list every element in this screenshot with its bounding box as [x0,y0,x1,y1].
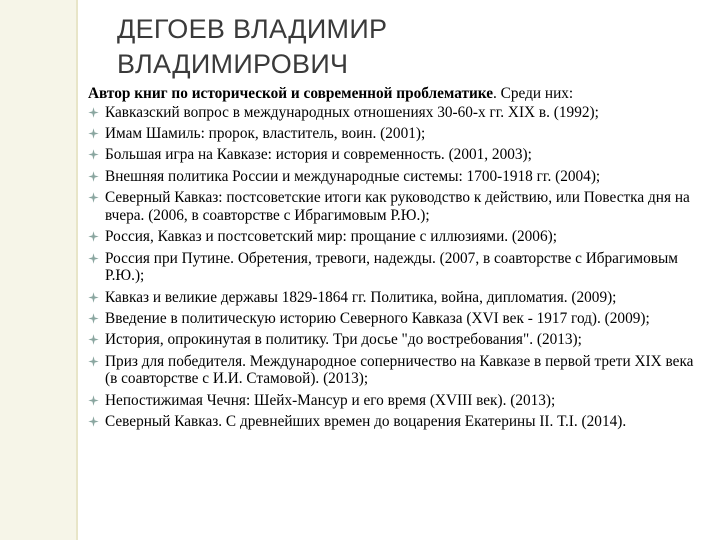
diamond-bullet-icon [88,231,99,242]
book-title: Кавказ и великие державы 1829-1864 гг. Политика, война, дипломатия. (2009); [105,288,617,306]
intro-rest: . Среди них: [493,85,574,102]
book-title: Северный Кавказ. С древнейших времен до воцарения Екатерины II. Т.I. (2014). [105,413,627,431]
book-title: Имам Шамиль: пророк, властитель, воин. (2001); [105,124,426,142]
list-item [88,104,706,122]
diamond-bullet-icon [88,253,99,264]
diamond-bullet-icon [88,128,99,139]
side-divider [76,0,78,540]
diamond-bullet-icon [88,149,99,160]
list-item [88,146,706,164]
list-item [88,289,706,307]
list-item [88,189,706,224]
book-title: Кавказский вопрос в международных отношениях 30-60-х гг. XIX в. (1992); [105,103,599,121]
list-item [88,168,706,186]
list-item [88,413,706,431]
title-line-2: ВЛАДИМИРОВИЧ [117,49,349,79]
book-list [88,104,706,431]
book-title: Россия при Путине. Обретения, тревоги, надежды. (2007, в соавторстве с Ибрагимовым Р.Ю.); [105,249,678,285]
diamond-bullet-icon [88,395,99,406]
list-item [88,331,706,349]
book-title: Большая игра на Кавказе: история и современность. (2001, 2003); [105,146,532,164]
list-item [88,250,706,285]
page-title [117,12,387,82]
book-title: Приз для победителя. Международное соперничество на Кавказе в первой трети XIX века (в соавторстве с И.И. Стамовой). (2013); [105,352,694,388]
diamond-bullet-icon [88,313,99,324]
list-item [88,228,706,246]
book-title: История, опрокинутая в политику. Три досье "до востребования". (2013); [105,331,582,349]
book-title: Россия, Кавказ и постсоветский мир: прощание с иллюзиями. (2006); [105,228,557,246]
book-title: Внешняя политика России и международные системы: 1700-1918 гг. (2004); [105,167,601,185]
diamond-bullet-icon [88,171,99,182]
book-title: Введение в политическую историю Северного Кавказа (XVI век - 1917 год). (2009); [105,309,650,327]
diamond-bullet-icon [88,416,99,427]
side-band [0,0,76,540]
diamond-bullet-icon [88,356,99,367]
book-title: Непостижимая Чечня: Шейх-Мансур и его время (XVIII век). (2013); [105,391,556,409]
diamond-bullet-icon [88,334,99,345]
diamond-bullet-icon [88,292,99,303]
list-item [88,125,706,143]
intro-bold: Автор книг по исторической и современной проблематике [88,85,493,102]
list-item [88,353,706,388]
list-item [88,310,706,328]
diamond-bullet-icon [88,192,99,203]
title-line-1: ДЕГОЕВ ВЛАДИМИР [117,14,388,44]
slide-content [88,85,706,434]
diamond-bullet-icon [88,107,99,118]
list-item [88,392,706,410]
intro-text [88,85,706,103]
book-title: Северный Кавказ: постсоветские итоги как руководство к действию, или Повестка дня на вчера. (2006, в соавторстве с Ибрагимовым Р.Ю.); [105,189,690,224]
